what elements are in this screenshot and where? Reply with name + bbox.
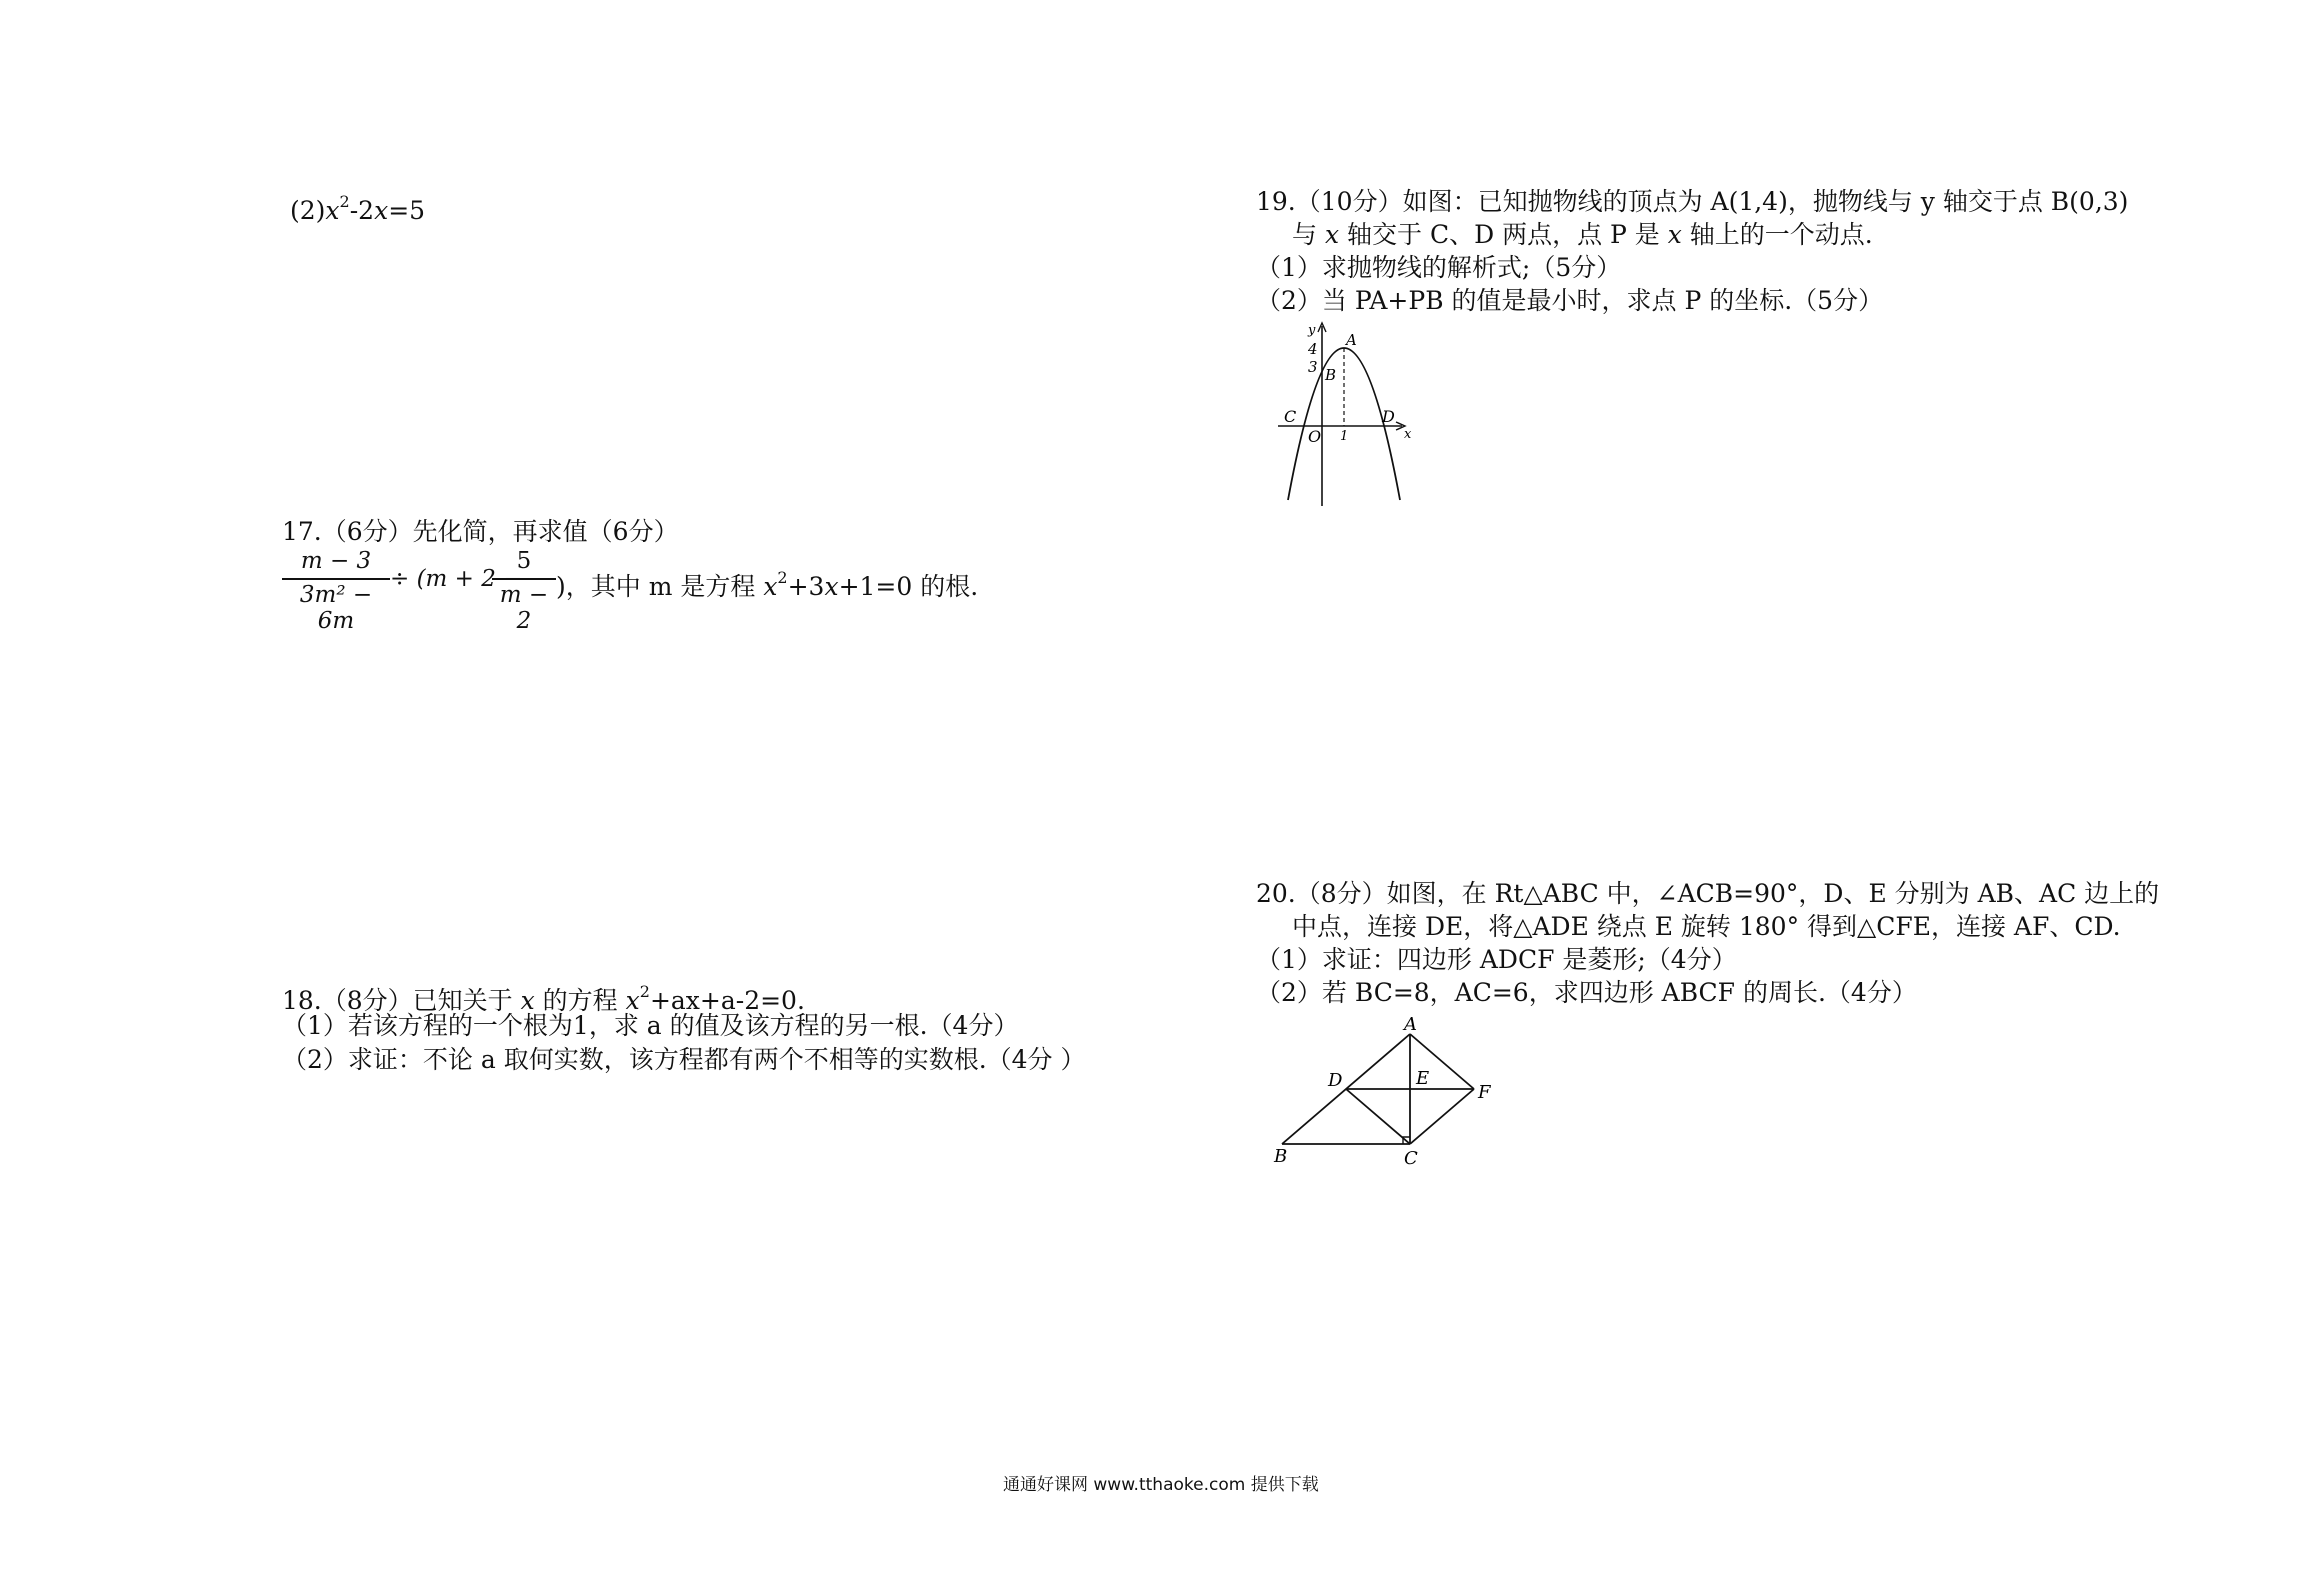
q18-part2: （2）求证：不论 a 取何实数，该方程都有两个不相等的实数根.（4分 ）: [282, 1045, 1086, 1074]
tail-text: +1=0 的根.: [838, 572, 979, 601]
q20-line1: 20.（8分）如图，在 Rt△ABC 中，∠ACB=90°，D、E 分别为 AB、AC 边上的: [1256, 879, 2160, 908]
text: 轴上的一个动点.: [1681, 220, 1873, 249]
segment-CF: [1410, 1089, 1474, 1144]
label-E: E: [1416, 1068, 1430, 1089]
label-B: B: [1325, 366, 1337, 384]
title-text: 18.（8分）已知关于: [282, 986, 521, 1015]
label-A: A: [1404, 1016, 1417, 1035]
tail-text: )，其中 m 是方程: [556, 572, 764, 601]
rhombus-figure: [1262, 1016, 1522, 1166]
q17-fraction-2: [492, 548, 556, 634]
var-x: x: [1667, 220, 1682, 249]
q17-middle-expression: ÷ (m + 2 −: [390, 566, 523, 592]
title-text: 的方程: [534, 986, 626, 1015]
eq-part: -2: [349, 196, 375, 225]
page-footer: 通通好课网 www.tthaoke.com 提供下载: [1003, 1475, 1319, 1495]
part-label: (2): [290, 196, 326, 225]
fraction-denominator: m − 2: [499, 582, 549, 634]
exponent: 2: [639, 982, 650, 1001]
exponent: 2: [777, 568, 788, 587]
q17-tail: [556, 562, 978, 603]
q19-line1: 19.（10分）如图：已知抛物线的顶点为 A(1,4)，抛物线与 y 轴交于点 B(0,3): [1256, 187, 2129, 216]
label-F: F: [1478, 1082, 1491, 1103]
label-B: B: [1274, 1146, 1288, 1166]
q19-part2: （2）当 PA+PB 的值是最小时，求点 P 的坐标.（5分）: [1256, 286, 1884, 315]
var-x: x: [625, 986, 640, 1015]
q17-title: 17.（6分）先化简，再求值（6分）: [282, 517, 679, 546]
label-x: x: [1404, 427, 1412, 442]
var-x: x: [325, 196, 340, 225]
label-D: D: [1382, 407, 1395, 426]
fraction-bar: [492, 578, 556, 580]
label-1: 1: [1340, 429, 1349, 444]
var-x: x: [824, 572, 839, 601]
q20-part2: （2）若 BC=8，AC=6，求四边形 ABCF 的周长.（4分）: [1256, 978, 1917, 1007]
fraction-bar: [282, 578, 390, 580]
label-O: O: [1308, 427, 1322, 446]
label-y: y: [1308, 323, 1316, 338]
var-x: x: [1324, 220, 1340, 249]
q17-fraction-1: [282, 548, 390, 634]
fraction-numerator: 5: [516, 548, 532, 574]
title-text: +ax+a-2=0.: [649, 986, 805, 1015]
segment-CD: [1346, 1089, 1410, 1144]
label-C: C: [1284, 407, 1297, 426]
var-x: x: [374, 196, 389, 225]
label-4: 4: [1308, 340, 1318, 358]
q19-line2: [1292, 219, 1873, 251]
fraction-numerator: m − 3: [300, 548, 372, 574]
parabola-figure: [1270, 318, 1420, 508]
var-x: x: [520, 986, 535, 1015]
label-A: A: [1346, 331, 1357, 349]
q20-line2: 中点，连接 DE，将△ADE 绕点 E 旋转 180° 得到△CFE，连接 AF、CD.: [1292, 912, 2121, 941]
label-C: C: [1404, 1148, 1418, 1166]
text: 轴交于 C、D 两点，点 P 是: [1339, 220, 1668, 249]
var-x: x: [763, 572, 778, 601]
q18-part1: （1）若该方程的一个根为1，求 a 的值及该方程的另一根.（4分）: [282, 1011, 1019, 1040]
q19-part1: （1）求抛物线的解析式;（5分）: [1256, 253, 1622, 282]
text: 与: [1292, 220, 1325, 249]
label-D: D: [1328, 1070, 1343, 1091]
label-3: 3: [1308, 358, 1318, 376]
q20-part1: （1）求证：四边形 ADCF 是菱形;（4分）: [1256, 945, 1737, 974]
exponent: 2: [339, 192, 350, 211]
fraction-denominator: 3m² − 6m: [299, 582, 373, 634]
tail-text: +3: [787, 572, 825, 601]
eq-end: =5: [388, 196, 426, 225]
q16-part2-equation: [290, 186, 425, 227]
